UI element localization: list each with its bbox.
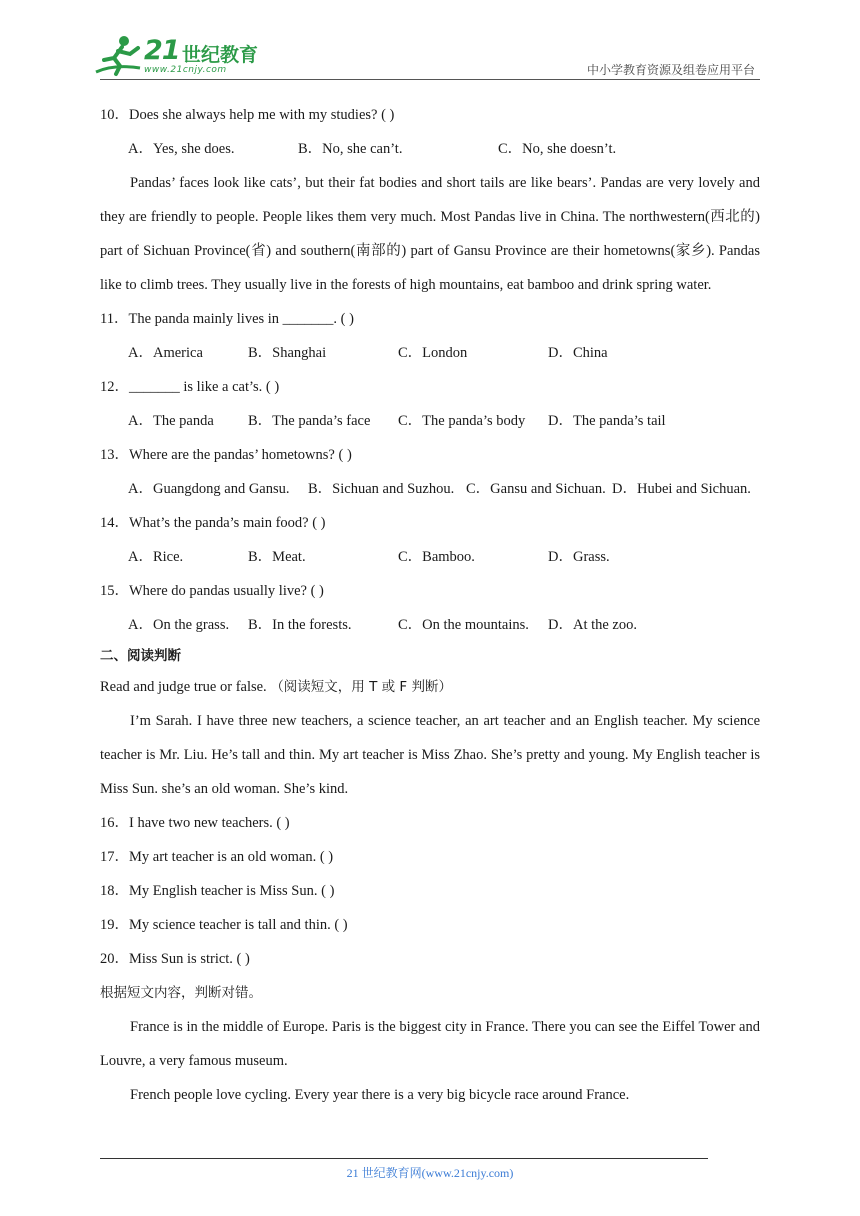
option-d: D．Grass. bbox=[548, 549, 610, 565]
option-b: B．Meat. bbox=[248, 549, 306, 565]
instruction-cn: （阅读短文，用 T 或 F 判断） bbox=[270, 679, 452, 695]
judge-question: 18．My English teacher is Miss Sun. ( ) bbox=[100, 883, 335, 899]
page-header bbox=[0, 0, 860, 82]
option-a: A．America bbox=[128, 345, 203, 361]
site-logo bbox=[94, 34, 264, 78]
option-a: A．Guangdong and Gansu. bbox=[128, 481, 290, 497]
option-d: D．China bbox=[548, 345, 608, 361]
footer-divider bbox=[100, 1158, 708, 1159]
question-12-options bbox=[100, 404, 760, 438]
question-13: 13．Where are the pandas’ hometowns? ( ) bbox=[100, 447, 352, 463]
platform-name: 中小学教育资源及组卷应用平台 bbox=[586, 63, 755, 77]
logo-url: www.21cnjy.com bbox=[144, 65, 227, 75]
section-instruction-2: 根据短文内容，判断对错。 bbox=[100, 985, 262, 1001]
judge-question: 19．My science teacher is tall and thin. ( ) bbox=[100, 917, 348, 933]
question-11-options bbox=[100, 336, 760, 370]
logo-chinese-name: 世纪教育 bbox=[182, 44, 259, 66]
question-12: 12．_______ is like a cat’s. ( ) bbox=[100, 379, 280, 395]
option-b: B．No, she can’t. bbox=[298, 141, 403, 157]
option-b: B．The panda’s face bbox=[248, 413, 371, 429]
instruction-en: Read and judge true or false. bbox=[100, 679, 267, 695]
question-10: 10．Does she always help me with my studies? ( ) bbox=[100, 107, 395, 123]
question-10-options bbox=[100, 132, 760, 166]
sarah-passage: I’m Sarah. I have three new teachers, a science teacher, an art teacher and an English teacher. My science teacher is Mr. Liu. He’s tall and thin. My art teacher is Miss Zhao. She’s pretty and young. My English teacher is Miss Sun. she’s an old woman. She’s kind. bbox=[100, 713, 760, 797]
option-c: C．The panda’s body bbox=[398, 413, 526, 429]
section-instruction bbox=[100, 670, 760, 704]
question-15-options bbox=[100, 608, 760, 642]
judge-question: 16．I have two new teachers. ( ) bbox=[100, 815, 290, 831]
section-title: 二、阅读判断 bbox=[100, 648, 181, 664]
france-passage-1: France is in the middle of Europe. Paris is the biggest city in France. There you can see the Eiffel Tower and Louvre, a very famous museum. bbox=[100, 1019, 760, 1069]
page-footer: 21 世纪教育网(www.21cnjy.com) bbox=[346, 1166, 514, 1180]
option-c: C．London bbox=[398, 345, 468, 361]
judge-question: 20．Miss Sun is strict. ( ) bbox=[100, 951, 250, 967]
judge-question: 17．My art teacher is an old woman. ( ) bbox=[100, 849, 334, 865]
runner-logo-icon bbox=[94, 34, 146, 78]
logo-number: 21 bbox=[144, 35, 180, 66]
option-c: C．On the mountains. bbox=[398, 617, 529, 633]
panda-passage: Pandas’ faces look like cats’, but their fat bodies and short tails are like bears’. Pandas are very lovely and they are friendly to people. People likes them very much. Most Pandas live in China. The northwestern(西北的) part of Sichuan Province(省) and southern(南部的) part of Gansu Province are their hometowns(家乡). Pandas like to climb trees. They usually live in the forests of high mountains, eat bamboo and drink spring water. bbox=[100, 175, 760, 293]
question-13-options bbox=[100, 472, 760, 506]
option-a: A．Yes, she does. bbox=[128, 141, 235, 157]
question-14: 14．What’s the panda’s main food? ( ) bbox=[100, 515, 326, 531]
option-a: A．The panda bbox=[128, 413, 214, 429]
option-c: C．No, she doesn’t. bbox=[498, 141, 617, 157]
option-b: B．Shanghai bbox=[248, 345, 327, 361]
option-d: D．The panda’s tail bbox=[548, 413, 666, 429]
header-divider bbox=[100, 79, 760, 80]
option-b: B．Sichuan and Suzhou. bbox=[308, 481, 455, 497]
question-11: 11．The panda mainly lives in _______. ( ) bbox=[100, 311, 354, 327]
option-a: A．On the grass. bbox=[128, 617, 230, 633]
france-passage-2: French people love cycling. Every year there is a very big bicycle race around France. bbox=[130, 1087, 630, 1103]
option-a: A．Rice. bbox=[128, 549, 184, 565]
option-d: D．At the zoo. bbox=[548, 617, 637, 633]
document-body bbox=[100, 98, 760, 1112]
option-c: C．Gansu and Sichuan. bbox=[466, 481, 606, 497]
option-c: C．Bamboo. bbox=[398, 549, 475, 565]
question-15: 15．Where do pandas usually live? ( ) bbox=[100, 583, 324, 599]
option-d: D．Hubei and Sichuan. bbox=[612, 481, 751, 497]
question-14-options bbox=[100, 540, 760, 574]
option-b: B．In the forests. bbox=[248, 617, 352, 633]
